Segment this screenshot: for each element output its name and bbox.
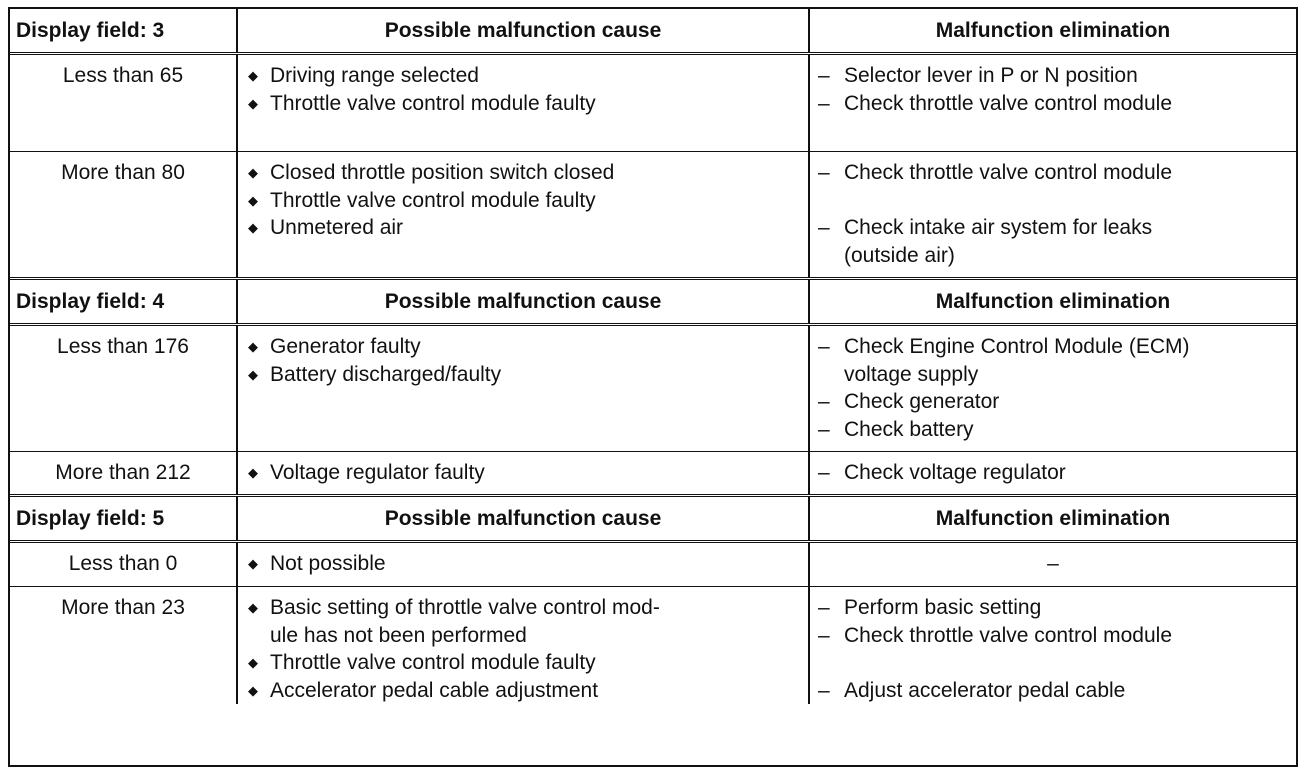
list-item: ◆ Accelerator pedal cable adjustment bbox=[238, 677, 808, 705]
list-item: – Check voltage regulator bbox=[810, 459, 1296, 487]
list-item: ◆ Closed throttle position switch closed bbox=[238, 159, 808, 187]
cause-header: Possible malfunction cause bbox=[238, 280, 810, 323]
bullet-icon: ◆ bbox=[248, 465, 258, 480]
elimination-header: Malfunction elimination bbox=[935, 289, 1171, 313]
dash-icon: – bbox=[818, 335, 830, 358]
list-item: – Check throttle valve control module bbox=[810, 90, 1296, 118]
elimination-header: Malfunction elimination bbox=[935, 18, 1171, 42]
value-range: More than 23 bbox=[10, 587, 238, 704]
list-item: – Check generator bbox=[810, 388, 1296, 416]
list-item: ◆ Unmetered air bbox=[238, 214, 808, 242]
list-item: – Perform basic setting bbox=[810, 594, 1296, 622]
list-item: ◆ Throttle valve control module faulty bbox=[238, 649, 808, 677]
elimination-list bbox=[810, 55, 1296, 151]
table-row bbox=[10, 152, 1296, 280]
value-range: More than 212 bbox=[10, 452, 238, 494]
value-range: More than 80 bbox=[10, 152, 238, 277]
section-header-field-3 bbox=[10, 9, 1296, 55]
list-item: – Selector lever in P or N position bbox=[810, 62, 1296, 90]
list-item: – Check throttle valve control module bbox=[810, 159, 1296, 187]
dash-icon: – bbox=[818, 461, 830, 484]
cause-list bbox=[238, 587, 810, 704]
diagnosis-table bbox=[8, 7, 1298, 767]
list-item: – Check throttle valve control module bbox=[810, 622, 1296, 650]
section-header-field-5 bbox=[10, 497, 1296, 543]
field-label: Display field: 3 bbox=[10, 9, 238, 52]
cause-header: Possible malfunction cause bbox=[238, 9, 810, 52]
list-item: – Adjust accelerator pedal cable bbox=[810, 677, 1296, 705]
list-item: – Check intake air system for leaks bbox=[810, 214, 1296, 242]
list-item: ◆ Throttle valve control module faulty bbox=[238, 90, 808, 118]
table-row bbox=[10, 543, 1296, 587]
bullet-icon: ◆ bbox=[248, 192, 258, 208]
bullet-icon: ◆ bbox=[248, 600, 258, 615]
cause-header: Possible malfunction cause bbox=[238, 497, 810, 540]
dash-icon: – bbox=[818, 91, 830, 115]
list-item: ◆ Basic setting of throttle valve control mod- bbox=[238, 594, 808, 622]
cause-list bbox=[238, 543, 810, 586]
dash-icon: – bbox=[818, 678, 830, 702]
bullet-icon: ◆ bbox=[248, 366, 258, 382]
section-header-field-4 bbox=[10, 280, 1296, 326]
bullet-icon: ◆ bbox=[248, 682, 258, 698]
table-row bbox=[10, 587, 1296, 704]
table-row bbox=[10, 452, 1296, 497]
bullet-icon: ◆ bbox=[248, 95, 258, 111]
dash-icon: – bbox=[818, 64, 830, 87]
cause-list bbox=[238, 326, 810, 451]
field-label: Display field: 5 bbox=[10, 497, 238, 540]
cause-list bbox=[238, 452, 810, 494]
field-label: Display field: 4 bbox=[10, 280, 238, 323]
cause-list bbox=[238, 152, 810, 277]
value-range: Less than 176 bbox=[10, 326, 238, 451]
list-item: ◆ Throttle valve control module faulty bbox=[238, 187, 808, 215]
dash-icon: – bbox=[818, 596, 830, 619]
list-item: ◆ Battery discharged/faulty bbox=[238, 361, 808, 389]
elimination-header: Malfunction elimination bbox=[935, 506, 1171, 530]
dash-icon: – bbox=[818, 161, 830, 184]
list-item: – Check Engine Control Module (ECM) bbox=[810, 333, 1296, 361]
list-item: ◆ Not possible bbox=[238, 550, 808, 578]
bullet-icon: ◆ bbox=[248, 339, 258, 354]
table-row bbox=[10, 55, 1296, 152]
dash-icon: – bbox=[818, 417, 830, 441]
bullet-icon: ◆ bbox=[248, 68, 258, 83]
table-row bbox=[10, 326, 1296, 452]
list-item-continuation: ule has not been performed bbox=[270, 623, 527, 647]
elimination-list bbox=[810, 152, 1296, 277]
dash-icon: – bbox=[818, 216, 830, 239]
cause-list bbox=[238, 55, 810, 151]
list-item-continuation: voltage supply bbox=[844, 362, 979, 386]
list-item: ◆ Generator faulty bbox=[238, 333, 808, 361]
list-item: ◆ Driving range selected bbox=[238, 62, 808, 90]
bullet-icon: ◆ bbox=[248, 655, 258, 670]
bullet-icon: ◆ bbox=[248, 220, 258, 235]
value-range: Less than 65 bbox=[10, 55, 238, 151]
dash-icon: – bbox=[818, 623, 830, 647]
bullet-icon: ◆ bbox=[248, 165, 258, 180]
elimination-list bbox=[810, 326, 1296, 451]
bullet-icon: ◆ bbox=[248, 556, 258, 571]
list-item: ◆ Voltage regulator faulty bbox=[238, 459, 808, 487]
dash-icon: – bbox=[818, 390, 830, 413]
list-item: – Check battery bbox=[810, 416, 1296, 444]
elimination-none: – bbox=[1047, 552, 1059, 575]
elimination-list bbox=[810, 587, 1296, 704]
value-range: Less than 0 bbox=[10, 543, 238, 586]
list-item-continuation: (outside air) bbox=[844, 243, 955, 267]
elimination-list bbox=[810, 452, 1296, 494]
